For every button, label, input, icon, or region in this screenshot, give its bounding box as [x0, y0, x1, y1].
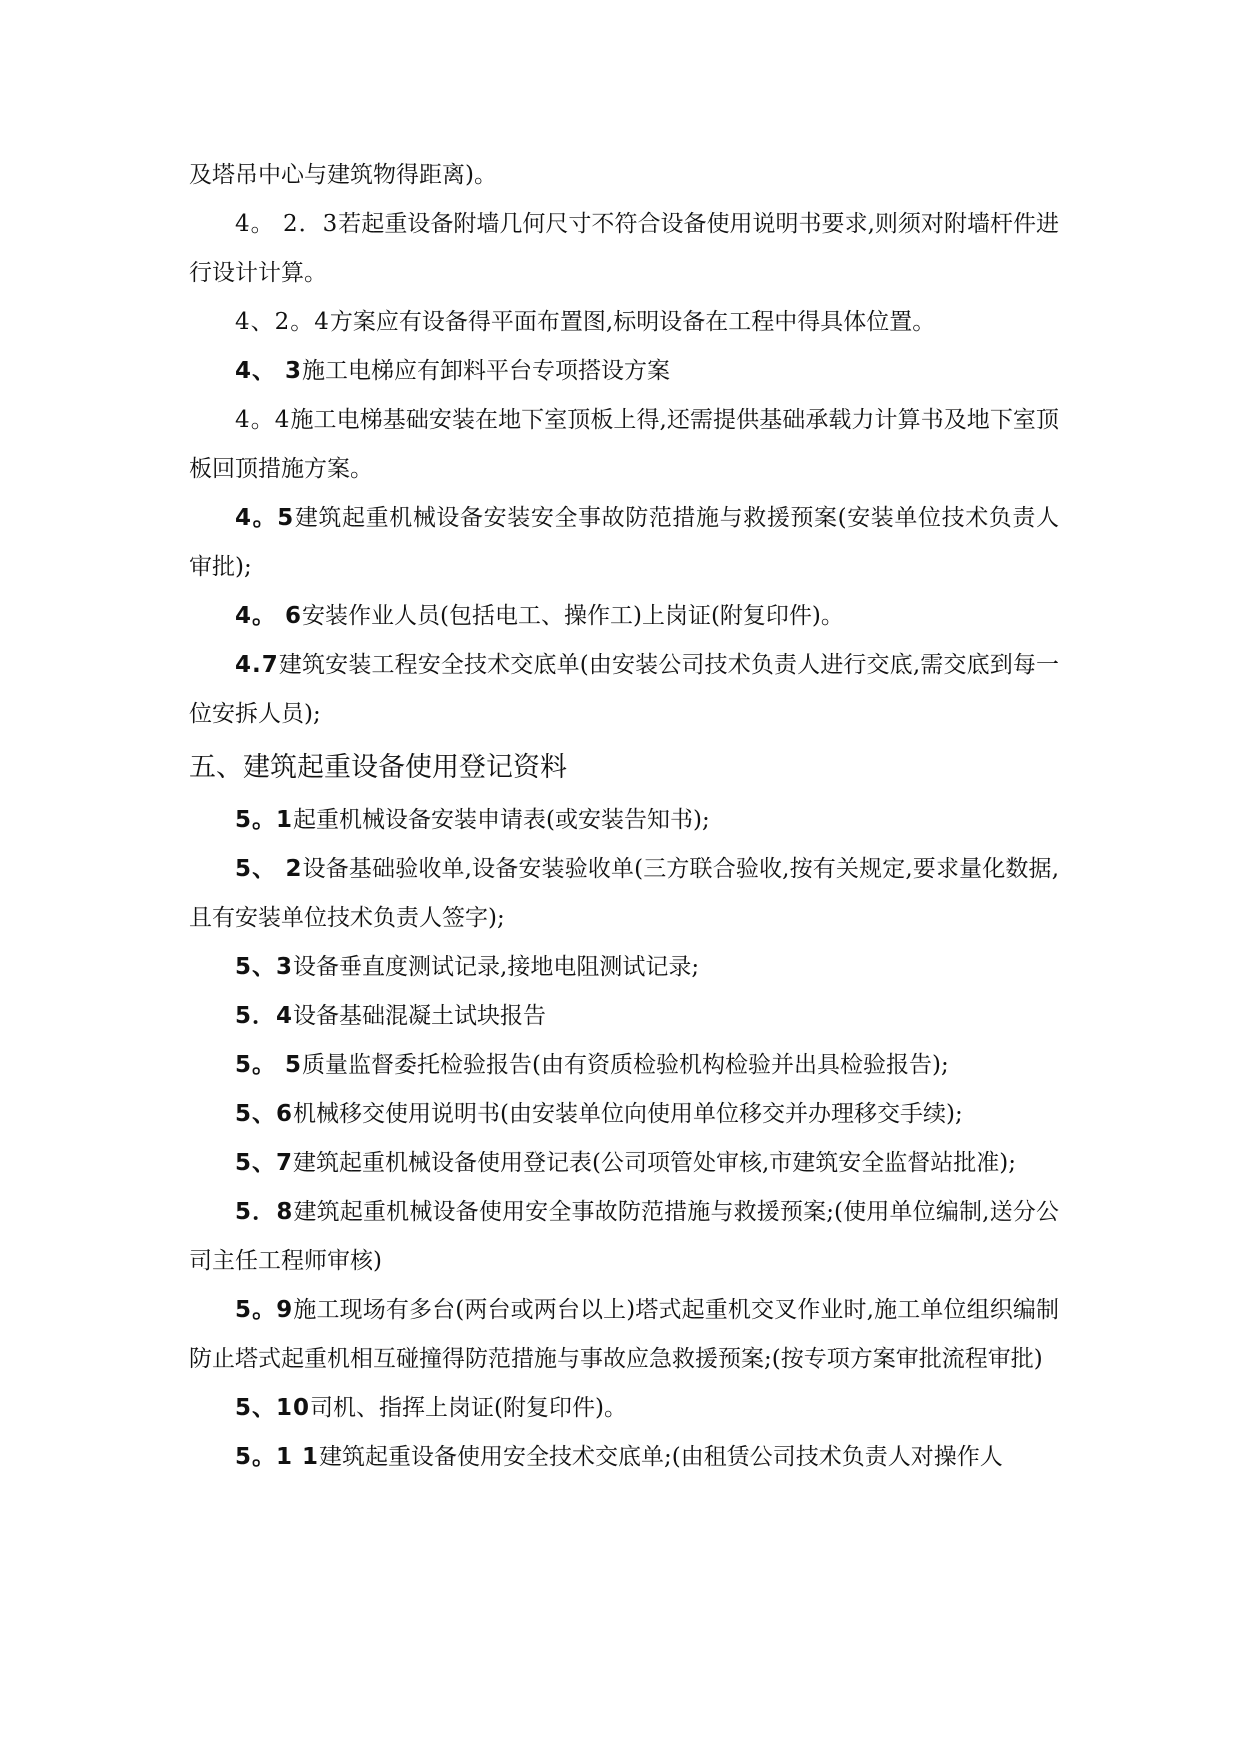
- paragraph: [189, 1384, 1059, 1433]
- paragraph-number: 4.7: [235, 652, 279, 678]
- section-heading: 五、建筑起重设备使用登记资料: [189, 752, 567, 783]
- section-5-paragraphs: [189, 796, 1059, 1482]
- section-4-paragraphs: [189, 151, 1059, 739]
- paragraph: [189, 1188, 1059, 1286]
- paragraph-text: 若起重设备附墙几何尺寸不符合设备使用说明书要求,则须对附墙杆件进行设计计算。: [189, 211, 1059, 286]
- paragraph: [189, 1041, 1059, 1090]
- paragraph-number: 5、3: [235, 954, 294, 980]
- paragraph-text: 及塔吊中心与建筑物得距离)。: [189, 162, 497, 188]
- paragraph-text: 司机、指挥上岗证(附复印件)。: [310, 1395, 627, 1421]
- paragraph: [189, 494, 1059, 592]
- paragraph-number: 5、10: [235, 1395, 311, 1421]
- paragraph-number: 4。 2．3: [235, 211, 339, 237]
- paragraph: [189, 592, 1059, 641]
- paragraph-text: 建筑安装工程安全技术交底单(由安装公司技术负责人进行交底,需交底到每一位安拆人员);: [189, 652, 1059, 727]
- paragraph: [189, 1139, 1059, 1188]
- paragraph-text: 安装作业人员(包括电工、操作工)上岗证(附复印件)。: [302, 603, 844, 629]
- paragraph: [189, 943, 1059, 992]
- paragraph: [189, 1433, 1059, 1482]
- paragraph-number: 5．8: [235, 1199, 294, 1225]
- paragraph: [189, 298, 1059, 347]
- paragraph-number: 4。5: [235, 505, 295, 531]
- paragraph-text: 建筑起重机械设备使用登记表(公司项管处审核,市建筑安全监督站批准);: [293, 1150, 1017, 1176]
- paragraph-number: 4、 3: [235, 358, 303, 384]
- paragraph: [189, 1090, 1059, 1139]
- paragraph-text: 设备基础验收单,设备安装验收单(三方联合验收,按有关规定,要求量化数据,且有安装单位技术负责人签字);: [189, 856, 1060, 931]
- paragraph: [189, 200, 1059, 298]
- paragraph: [189, 1286, 1059, 1384]
- paragraph-number: 5。9: [235, 1297, 294, 1323]
- paragraph-number: 5。 5: [235, 1052, 303, 1078]
- paragraph-number: 5、6: [235, 1101, 294, 1127]
- paragraph-text: 设备基础混凝土试块报告: [293, 1003, 547, 1029]
- paragraph-text: 质量监督委托检验报告(由有资质检验机构检验并出具检验报告);: [302, 1052, 949, 1078]
- paragraph-text: 建筑起重机械设备使用安全事故防范措施与救援预案;(使用单位编制,送分公司主任工程师审核): [189, 1199, 1059, 1274]
- paragraph-number: 4。4: [235, 407, 291, 433]
- paragraph-number: 5。1: [235, 807, 294, 833]
- paragraph: [189, 796, 1059, 845]
- paragraph-number: 5．4: [235, 1003, 294, 1029]
- paragraph-text: 建筑起重机械设备安装安全事故防范措施与救援预案(安装单位技术负责人审批);: [189, 505, 1059, 580]
- paragraph-number: 4、2。4: [235, 309, 330, 335]
- paragraph-text: 施工电梯基础安装在地下室顶板上得,还需提供基础承载力计算书及地下室顶板回顶措施方案。: [189, 407, 1059, 482]
- paragraph-text: 方案应有设备得平面布置图,标明设备在工程中得具体位置。: [329, 309, 936, 335]
- paragraph: [189, 641, 1059, 739]
- paragraph-number: 5。1 1: [235, 1444, 320, 1470]
- paragraph: [189, 396, 1059, 494]
- paragraph: [189, 151, 1059, 200]
- paragraph: [189, 347, 1059, 396]
- paragraph-text: 施工现场有多台(两台或两台以上)塔式起重机交叉作业时,施工单位组织编制防止塔式起重机相互碰撞得防范措施与事故应急救援预案;(按专项方案审批流程审批): [189, 1297, 1059, 1372]
- paragraph-text: 起重机械设备安装申请表(或安装告知书);: [293, 807, 710, 833]
- paragraph-number: 5、 2: [235, 856, 303, 882]
- paragraph: [189, 845, 1059, 943]
- paragraph-text: 建筑起重设备使用安全技术交底单;(由租赁公司技术负责人对操作人: [319, 1444, 1003, 1470]
- paragraph-text: 机械移交使用说明书(由安装单位向使用单位移交并办理移交手续);: [293, 1101, 963, 1127]
- paragraph-number: 5、7: [235, 1150, 294, 1176]
- paragraph-text: 设备垂直度测试记录,接地电阻测试记录;: [293, 954, 700, 980]
- paragraph: [189, 992, 1059, 1041]
- document-body: [189, 151, 1059, 1482]
- paragraph-text: 施工电梯应有卸料平台专项搭设方案: [302, 358, 671, 384]
- paragraph-number: 4。 6: [235, 603, 303, 629]
